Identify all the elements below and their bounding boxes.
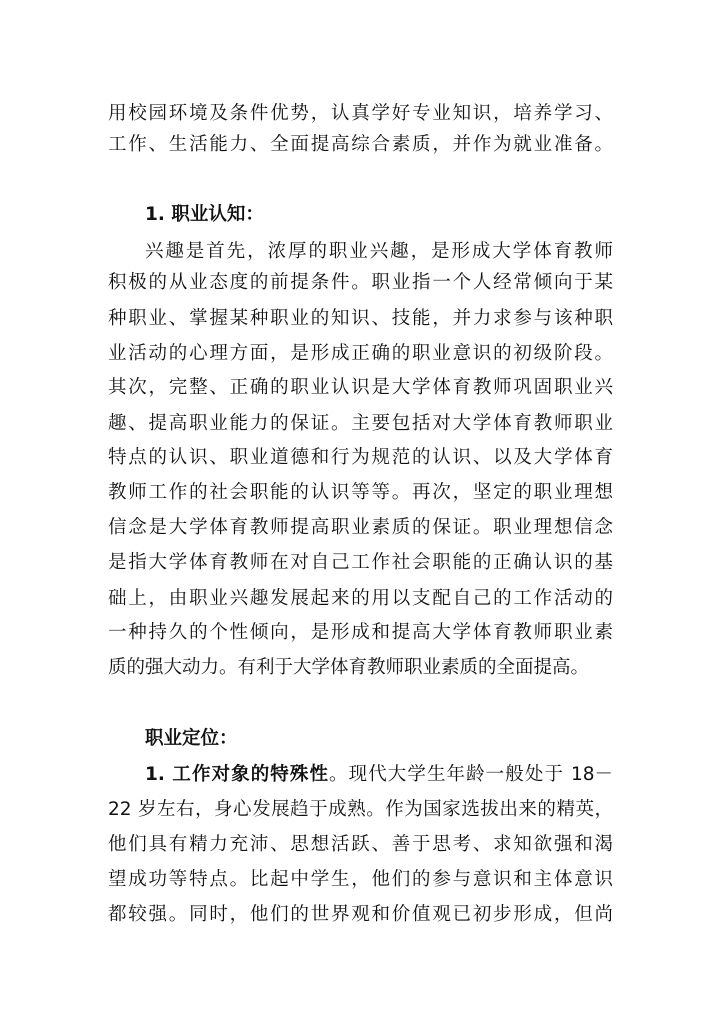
paragraph-line: 业活动的心理方面，是形成正确的职业意识的初级阶段。 xyxy=(108,343,613,364)
paragraph-line: 质的强大动力。有利于大学体育教师职业素质的全面提高。 xyxy=(108,657,590,678)
paragraph-line: 是指大学体育教师在对自己工作社会职能的正确认识的基 xyxy=(108,552,613,573)
paragraph-line: 教师工作的社会职能的认识等等。再次，坚定的职业理想 xyxy=(108,482,613,503)
paragraph-line: 种职业、掌握某种职业的知识、技能，并力求参与该种职 xyxy=(108,308,613,329)
section-heading-career-cognition: 1. 职业认知： xyxy=(145,204,264,225)
subheading-work-object: 1. 工作对象的特殊性 xyxy=(145,764,330,785)
paragraph-line-lead xyxy=(145,763,613,787)
paragraph-line: 都较强。同时，他们的世界观和价值观已初步形成，但尚 xyxy=(108,904,613,925)
paragraph-line: 兴趣是首先，浓厚的职业兴趣，是形成大学体育教师 xyxy=(145,241,613,262)
intro-line-2: 工作、生活能力、全面提高综合素质，并作为就业准备。 xyxy=(108,134,613,155)
paragraph-line: 础上，由职业兴趣发展起来的用以支配自己的工作活动的 xyxy=(108,588,613,609)
paragraph-line: 积极的从业态度的前提条件。职业指一个人经常倾向于某 xyxy=(108,272,613,293)
paragraph-line: 信念是大学体育教师提高职业素质的保证。职业理想信念 xyxy=(108,517,613,538)
paragraph-line: 趣、提高职业能力的保证。主要包括对大学体育教师职业 xyxy=(108,413,613,434)
section-heading-career-positioning: 职业定位： xyxy=(145,728,238,749)
paragraph-line: 他们具有精力充沛、思想活跃、善于思考、求知欲强和渴 xyxy=(108,834,613,855)
paragraph-line: 一种持久的个性倾向，是形成和提高大学体育教师职业素 xyxy=(108,622,613,643)
intro-line-1: 用校园环境及条件优势，认真学好专业知识，培养学习、 xyxy=(108,103,613,124)
paragraph-text: 。现代大学生年龄一般处于 18－ xyxy=(329,764,613,785)
paragraph-line: 望成功等特点。比起中学生，他们的参与意识和主体意识 xyxy=(108,869,613,890)
paragraph-line: 22 岁左右，身心发展趋于成熟。作为国家选拔出来的精英， xyxy=(108,799,613,820)
paragraph-line: 其次，完整、正确的职业认识是大学体育教师巩固职业兴 xyxy=(108,377,613,398)
paragraph-line: 特点的认识、职业道德和行为规范的认识、以及大学体育 xyxy=(108,447,613,468)
